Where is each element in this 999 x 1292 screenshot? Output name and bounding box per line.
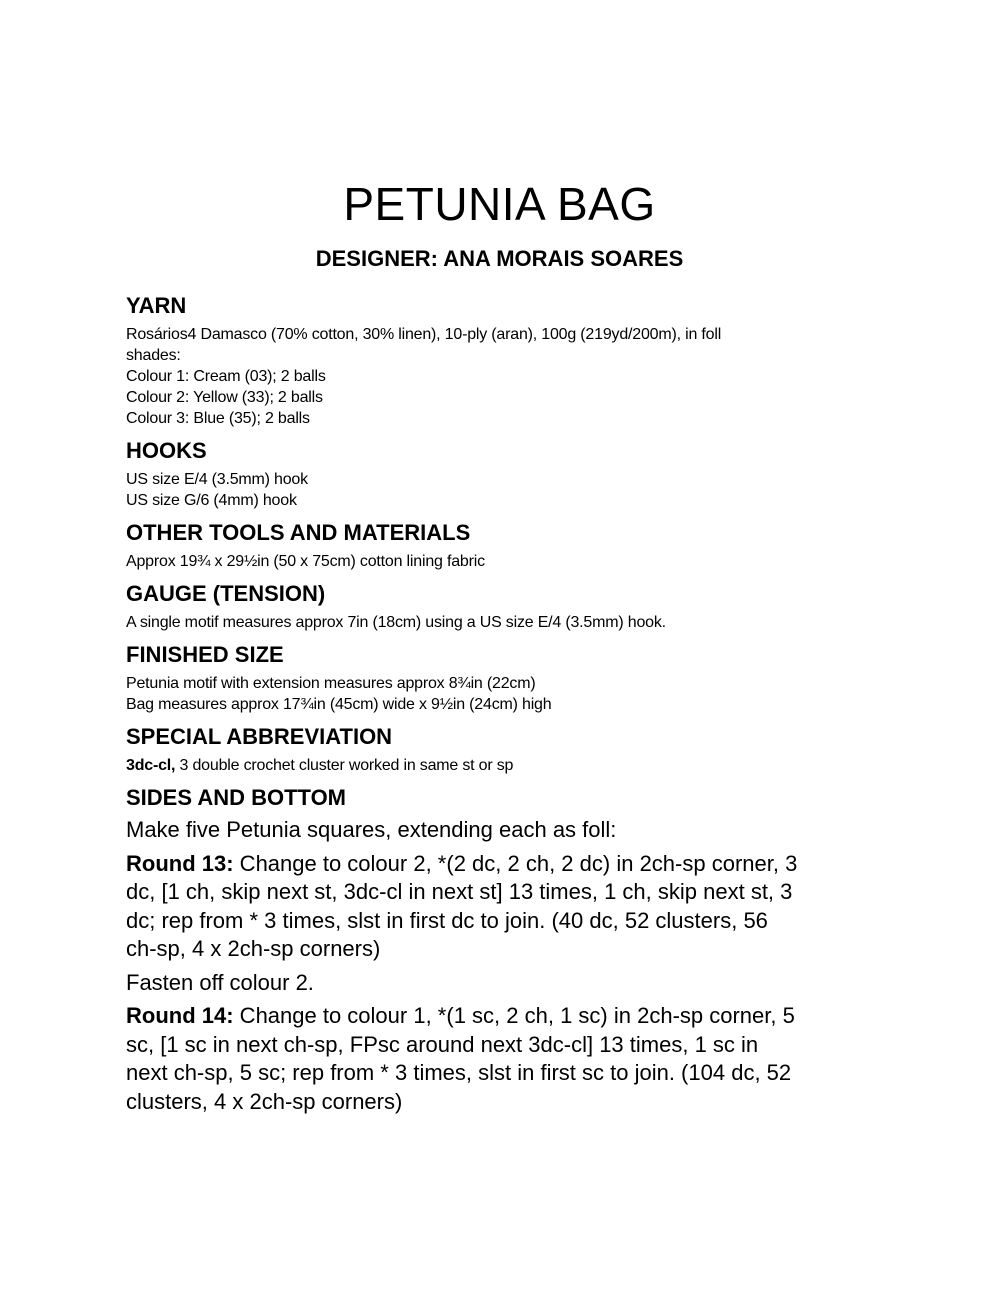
round-14 bbox=[126, 1002, 886, 1116]
gauge-line: A single motif measures approx 7in (18cm) using a US size E/4 (3.5mm) hook. bbox=[126, 614, 666, 631]
designer-credit: DESIGNER: ANA MORAIS SOARES bbox=[315, 246, 684, 271]
pattern-content bbox=[126, 292, 886, 1116]
section-yarn bbox=[126, 292, 886, 429]
section-heading-yarn: YARN bbox=[126, 293, 187, 318]
section-heading-finished-size: FINISHED SIZE bbox=[126, 642, 284, 667]
section-hooks bbox=[126, 437, 886, 511]
round-13-text: Change to colour 2, *(2 dc, 2 ch, 2 dc) in 2ch-sp corner, 3 bbox=[233, 850, 798, 876]
round-13-label: Round 13: bbox=[126, 850, 234, 876]
round-14-line: next ch-sp, 5 sc; rep from * 3 times, slst in first sc to join. (104 dc, 52 bbox=[126, 1060, 792, 1085]
round-14-text: Change to colour 1, *(1 sc, 2 ch, 1 sc) in 2ch-sp corner, 5 bbox=[233, 1003, 795, 1028]
yarn-line: Colour 3: Blue (35); 2 balls bbox=[126, 410, 310, 427]
yarn-line: shades: bbox=[126, 347, 181, 364]
abbreviation-line bbox=[126, 755, 886, 776]
yarn-line: Rosários4 Damasco (70% cotton, 30% linen), 10-ply (aran), 100g (219yd/200m), in foll bbox=[126, 326, 722, 343]
round-14-label: Round 14: bbox=[126, 1003, 234, 1028]
round-14-line: sc, [1 sc in next ch-sp, FPsc around next 3dc-cl] 13 times, 1 sc in bbox=[126, 1031, 759, 1057]
round-13 bbox=[126, 850, 886, 964]
tools-line: Approx 19¾ x 29½in (50 x 75cm) cotton lining fabric bbox=[126, 553, 485, 570]
finished-size-line: Petunia motif with extension measures approx 8¾in (22cm) bbox=[126, 675, 536, 692]
section-abbreviation bbox=[126, 723, 886, 776]
section-gauge bbox=[126, 580, 886, 633]
round-13-line: ch-sp, 4 x 2ch-sp corners) bbox=[126, 936, 381, 961]
section-heading-hooks: HOOKS bbox=[126, 438, 207, 463]
page-title: PETUNIA BAG bbox=[343, 178, 656, 230]
section-finished-size bbox=[126, 641, 886, 715]
section-heading-gauge: GAUGE (TENSION) bbox=[126, 581, 326, 606]
yarn-line: Colour 2: Yellow (33); 2 balls bbox=[126, 389, 323, 406]
abbreviation-definition: 3 double crochet cluster worked in same st or sp bbox=[175, 757, 514, 774]
abbreviation-term: 3dc-cl, bbox=[126, 757, 176, 774]
section-sides-bottom bbox=[126, 784, 886, 1116]
yarn-line: Colour 1: Cream (03); 2 balls bbox=[126, 368, 326, 385]
section-heading-sides-bottom: SIDES AND BOTTOM bbox=[126, 785, 347, 810]
sides-intro: Make five Petunia squares, extending each as foll: bbox=[126, 817, 617, 842]
fasten-off-note: Fasten off colour 2. bbox=[126, 969, 314, 995]
round-13-line bbox=[126, 850, 886, 879]
hooks-line: US size E/4 (3.5mm) hook bbox=[126, 471, 308, 488]
section-heading-tools: OTHER TOOLS AND MATERIALS bbox=[126, 520, 471, 545]
hooks-line: US size G/6 (4mm) hook bbox=[126, 492, 297, 509]
round-14-line bbox=[126, 1002, 886, 1031]
round-14-line: clusters, 4 x 2ch-sp corners) bbox=[126, 1088, 403, 1114]
round-13-line: dc, [1 ch, skip next st, 3dc-cl in next st] 13 times, 1 ch, skip next st, 3 bbox=[126, 879, 793, 904]
round-13-line: dc; rep from * 3 times, slst in first dc to join. (40 dc, 52 clusters, 56 bbox=[126, 907, 768, 933]
section-tools bbox=[126, 519, 886, 572]
finished-size-line: Bag measures approx 17¾in (45cm) wide x 9½in (24cm) high bbox=[126, 696, 552, 713]
section-heading-abbreviation: SPECIAL ABBREVIATION bbox=[126, 724, 393, 749]
